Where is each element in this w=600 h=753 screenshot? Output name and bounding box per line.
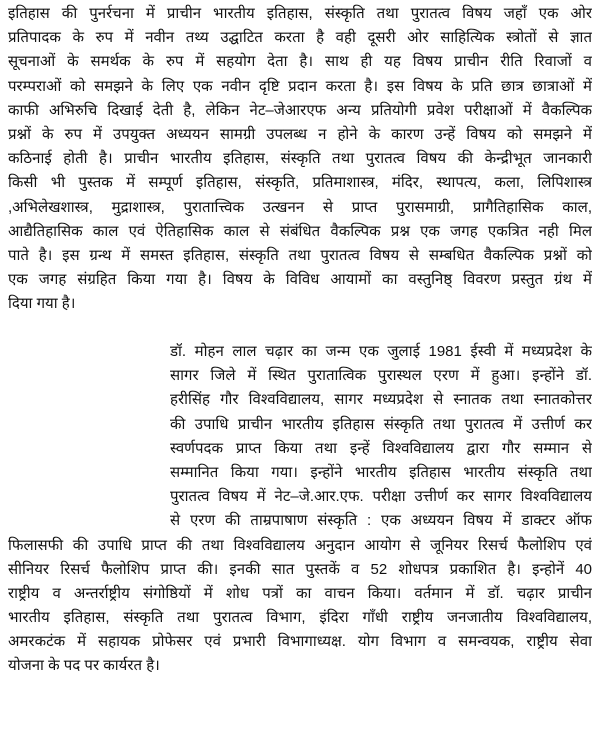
text-line: ,अभिलेखशास्त्र, मुद्राशास्त्र, पुरातात्त्विक उत्खनन से प्राप्त पुरासमाग्री, प्रागैतिहासिक काल, bbox=[8, 198, 592, 216]
text-line: फिलासफी की उपाधि प्राप्त की तथा विश्वविद्यालय अनुदान आयोग से जूनियर रिसर्च फैलोशिप एवं bbox=[8, 536, 592, 554]
text-line: की उपाधि प्राचीन भारतीय इतिहास संस्कृति तथा पुरातत्व में उत्तीर्ण कर bbox=[170, 415, 592, 433]
text-line: पुरातत्व विषय में नेट–जे.आर.एफ. परीक्षा उत्तीर्ण कर सागर विश्वविद्यालय bbox=[170, 488, 592, 506]
text-line: काफी अभिरुचि दिखाई देती है, लेकिन नेट–जेआरएफ अन्य प्रतियोगी प्रवेश परीक्षाओं में वैकल्पिक bbox=[8, 101, 592, 119]
text-line: पाते है। इस ग्रन्थ में समस्त इतिहास, संस्कृति तथा पुरातत्व विषय से सम्बधित वैकल्पिक प्रश्नों को bbox=[8, 246, 592, 264]
text-line: परम्पराओं को समझने के लिए एक नवीन दृष्टि प्रदान करता है। इस विषय के प्रति छात्र छात्राओं में bbox=[8, 77, 592, 95]
text-line: प्रश्नों के रुप में उपयुक्त अध्ययन सामग्री उपलब्ध न होने के कारण उन्हें विषय को समझने में bbox=[8, 125, 592, 143]
text-line: इतिहास की पुनर्रचना में प्राचीन भारतीय इतिहास, संस्कृति तथा पुरातत्व विषय जहाँ एक ओर bbox=[8, 5, 592, 22]
text-line: भारतीय इतिहास, संस्कृति तथा पुरातत्व विभाग, इंदिरा गाँधी राष्ट्रीय जनजातीय विश्वविद्यालय, bbox=[8, 609, 592, 627]
text-line: किसी भी पुस्तक में सम्पूर्ण इतिहास, संस्कृति, प्रतिमाशास्त्र, मंदिर, स्थापत्य, कला, लिपिशास्त्र bbox=[8, 174, 592, 192]
text-line: कठिनाई होती है। प्राचीन भारतीय इतिहास, संस्कृति तथा पुरातत्व विषय की केन्द्रीभूत जानकारी bbox=[8, 150, 592, 168]
text-line: सूचनाओं के समर्थक के रुप में सहयोग देता है। साथ ही यह विषय प्राचीन रीति रिवाजों व bbox=[8, 53, 592, 71]
text-line: सीनियर रिसर्च फैलोशिप प्राप्त की। इनकी सात पुस्तकें व 52 शोधपत्र प्रकाशित है। इन्होनें 40 bbox=[8, 560, 592, 578]
text-line: प्रतिपादक के रुप में नवीन तथ्य उद्घाटित करता है वही दूसरी ओर साहित्यिक स्त्रोतों से ज्ञात bbox=[8, 29, 592, 47]
text-line: से एरण की ताम्रपाषाण संस्कृति : एक अध्ययन विषय में डाक्टर ऑफ bbox=[170, 512, 592, 530]
text-line: आद्यैतिहासिक काल एवं ऐतिहासिक काल से संबंधित वैकल्पिक प्रश्न एक जगह एकत्रित नही मिल bbox=[8, 222, 592, 240]
text-line: सागर जिले में स्थित पुरातात्विक पुरास्थल एरण में हुआ। इन्होंने डॉ. bbox=[170, 367, 592, 385]
intro-paragraph bbox=[8, 2, 592, 316]
text-line: एक जगह संग्रहित किया गया है। विषय के विविध आयामों का वस्तुनिष्ठ् विवरण प्रस्तुत ग्रंथ में bbox=[8, 271, 592, 289]
author-bio-paragraph bbox=[8, 340, 592, 679]
text-line: दिया गया है। bbox=[8, 295, 76, 313]
text-line: राष्ट्रीय व अन्तर्राष्ट्रीय संगोष्ठियों में शोध पत्रों का वाचन किया। वर्तमान में डॉ. चढ़ार प्राचीन bbox=[8, 584, 592, 602]
text-line: हरीसिंह गौर विश्वविद्यालय, सागर मध्यप्रदेश से स्नातक तथा स्नातकोत्तर bbox=[170, 391, 592, 409]
text-line: डॉ. मोहन लाल चढ़ार का जन्म एक जुलाई 1981 ईस्वी में मध्यप्रदेश के bbox=[170, 343, 592, 360]
text-line: योजना के पद पर कार्यरत है। bbox=[8, 657, 160, 675]
text-line: अमरकटंक में सहायक प्रोफेसर एवं प्रभारी विभागाध्यक्ष. योग विभाग व समन्वयक, राष्ट्रीय सेवा bbox=[8, 633, 592, 651]
text-line: स्वर्णपदक प्राप्त किया तथा इन्हें विश्वविद्यालय द्वारा गौर सम्मान से bbox=[170, 439, 592, 457]
text-line: सम्मानित किया गया। इन्होंने भारतीय इतिहास भारतीय संस्कृति तथा bbox=[170, 463, 592, 481]
